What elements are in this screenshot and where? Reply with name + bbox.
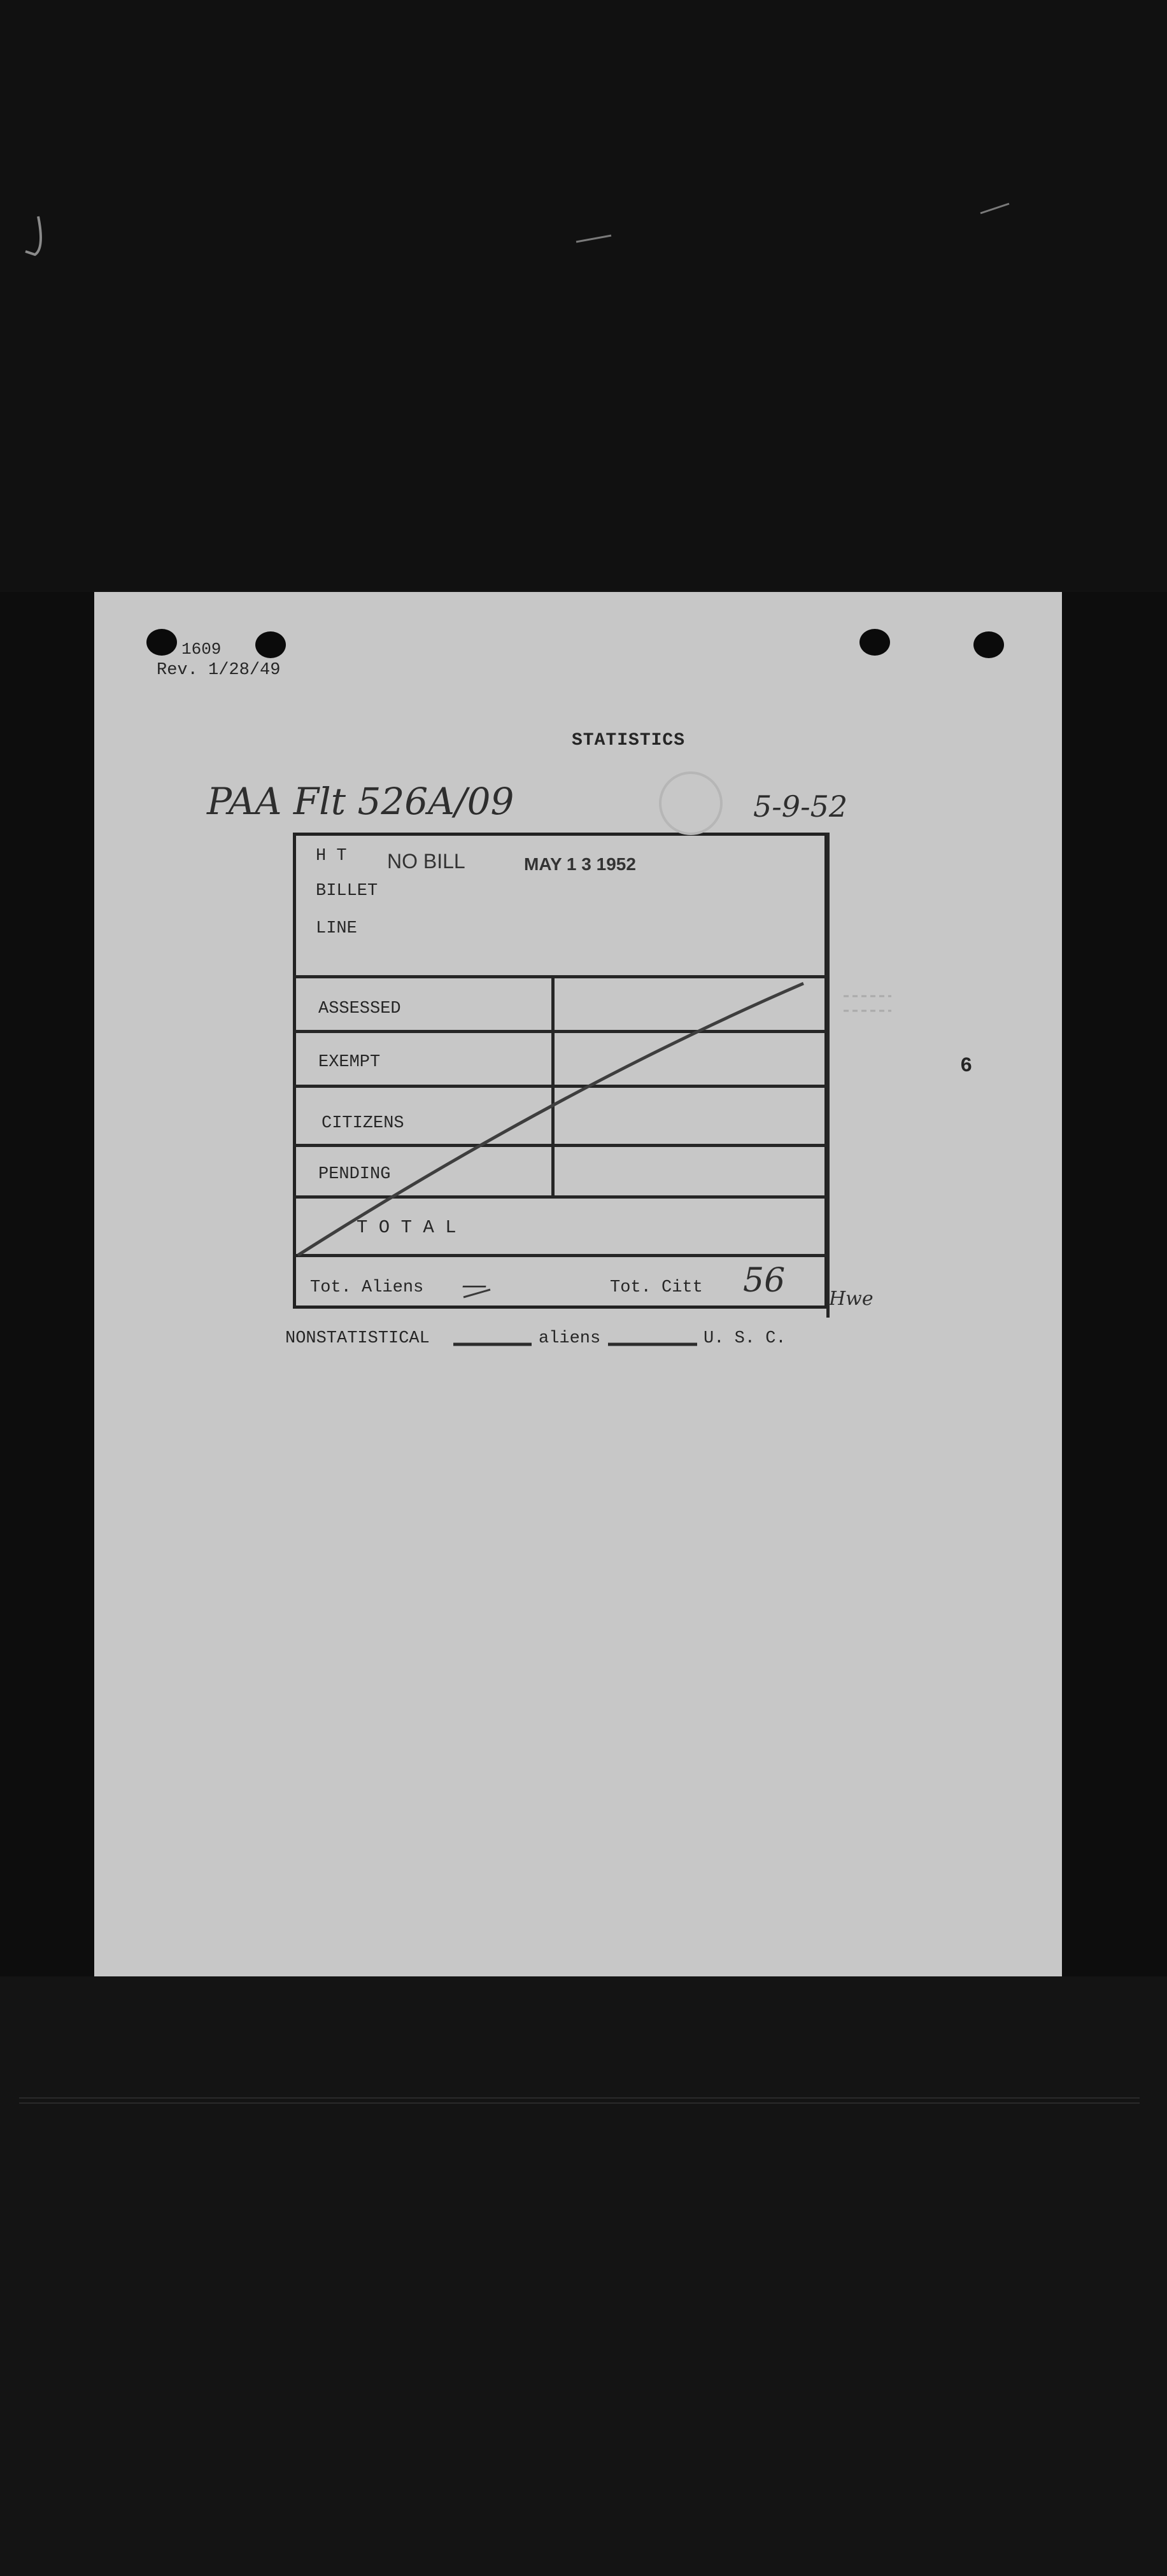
margin-number-6: 6 [960, 1054, 973, 1078]
billet-label: BILLET [316, 882, 378, 901]
total-citizens-handwritten: 56 [743, 1262, 786, 1300]
flight-number-handwritten: PAA Flt 526A/09 [207, 780, 514, 823]
aliens-dash [463, 1290, 490, 1297]
date-handwritten: 5-9-52 [753, 789, 848, 824]
date-stamp: MAY 1 3 1952 [524, 854, 636, 874]
form-revision: Rev. 1/28/49 [157, 661, 281, 680]
nonstatistical-label: NONSTATISTICAL [285, 1329, 430, 1348]
row-label-pending: PENDING [318, 1165, 391, 1184]
aliens-label: aliens [539, 1329, 601, 1348]
margin-hash [844, 996, 891, 1011]
film-scratch-line [19, 2097, 1140, 2099]
page-title: STATISTICS [572, 731, 686, 750]
total-label: T O T A L [357, 1217, 456, 1238]
microfilm-bottom-margin [0, 1976, 1167, 2576]
line-label: LINE [316, 919, 357, 938]
faint-stamp-circle [660, 773, 721, 834]
margin-scrawl: Hwe [829, 1288, 873, 1310]
no-bill-stamp: NO BILL [387, 850, 465, 873]
tot-cit-label: Tot. Citt [610, 1278, 703, 1297]
row-label-citizens: CITIZENS [322, 1114, 404, 1133]
tot-aliens-label: Tot. Aliens [310, 1278, 424, 1297]
row-label-exempt: EXEMPT [318, 1053, 381, 1072]
form-number: 1609 [181, 640, 222, 659]
tot-aliens-value: — [462, 1270, 487, 1300]
row-label-assessed: ASSESSED [318, 999, 401, 1018]
ht-label: H T [316, 847, 347, 866]
film-scratch-line [19, 2102, 1140, 2104]
diagonal-strike-line [298, 983, 803, 1255]
usc-label: U. S. C. [704, 1329, 786, 1348]
